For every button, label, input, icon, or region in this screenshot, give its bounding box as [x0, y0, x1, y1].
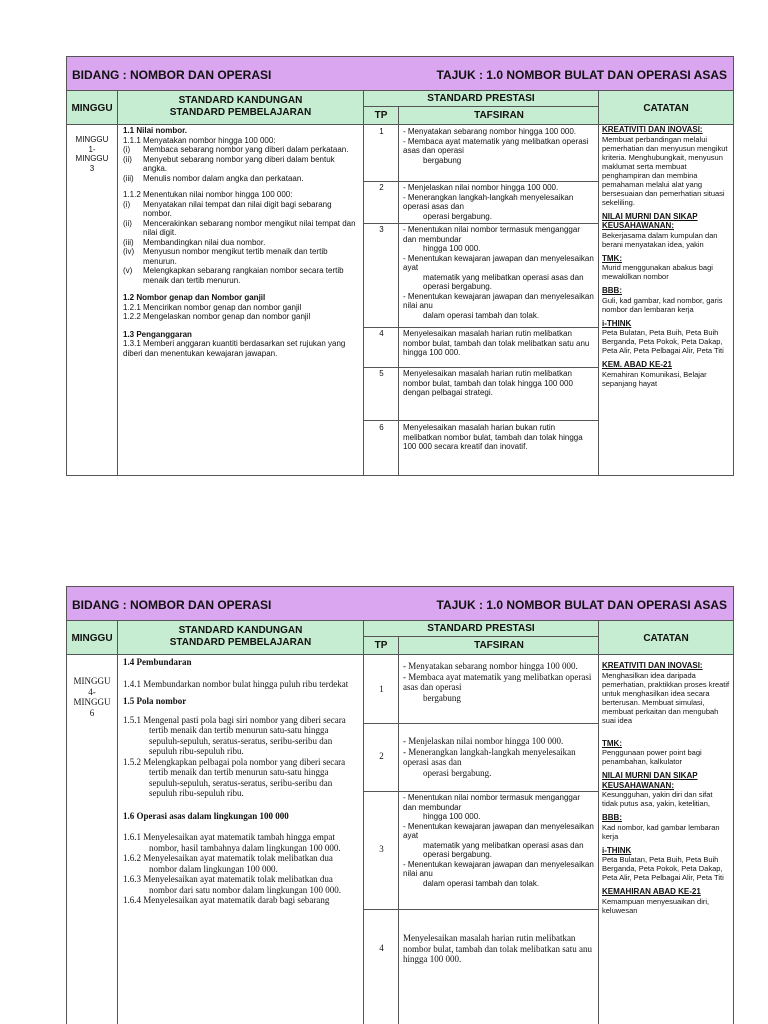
tp-level: 5 [379, 369, 384, 378]
catatan-cell: KREATIVITI DAN INOVASI: Menghasilkan idea daripada pemerhatian, praktikkan proses kreatif untuk menghasilkan idea secara berterusan. Membuat simulasi, membuat perkaitan dan mengubah suai idea TMK: Penggunaan power point bagi penambahan, kalkulator NILAI MURNI DAN SIKAP KEUSAHAWANAN: Kesungguhan, yakin diri dan sifat tidak putus asa, yakin, ketelitian, BBB: Kad nombor, kad gambar lembaran kerja i-THINK Peta Bulatan, Peta Buih, Peta Buih Berganda, Peta Pokok, Peta Dakap, Peta Alir, Peta Pelbagai Alir, Peta Titi KEMAHIRAN ABAD KE-21 Kemampuan menyesuaikan diri, keluwesan [602, 661, 730, 915]
header-minggu: MINGGU [67, 91, 118, 125]
header-prestasi: STANDARD PRESTASI TP TAFSIRAN [364, 91, 599, 125]
tp-level: 3 [379, 844, 384, 854]
header-standard: STANDARD KANDUNGAN STANDARD PEMBELAJARAN [118, 621, 364, 655]
rpt-panel-2 [66, 586, 734, 1024]
minggu-cell: MINGGU 4- MINGGU 6 [67, 655, 118, 1024]
tp-level: 4 [379, 943, 384, 953]
header-minggu: MINGGU [67, 621, 118, 655]
tp-level: 4 [379, 329, 384, 338]
tp-level: 2 [379, 183, 384, 192]
standard-cell: 1.4 Pembundaran 1.4.1 Membundarkan nombor bulat hingga puluh ribu terdekat 1.5 Pola nombor 1.5.1 Mengenal pasti pola bagi siri nombor yang diberi secara tertib menaik dan tertib menurun satu-satu hingga sepuluh-sepuluh, seratus-seratus, seribu-seribu dan sepuluh ribu-sepuluh ribu. 1.5.2 Melengkapkan pelbagai pola nombor yang diberi secara tertib menaik dan tertib menurun satu-satu hingga sepuluh-sepuluh, seratus-seratus, seribu-seribu dan sepuluh ribu-sepuluh ribu. 1.6 Operasi asas dalam lingkungan 100 000 1.6.1 Menyelesaikan ayat matematik tambah hingga empat nombor, hasil tambahnya dalam lingkungan 100 000. 1.6.2 Menyelesaikan ayat matematik tolak melibatkan dua nombor dalam lingkungan 100 000. 1.6.3 Menyelesaikan ayat matematik tolak melibatkan dua nombor dari satu nombor dalam lingkungan 100 000. 1.6.4 Menyelesaikan ayat matematik darab bagi sebarang [118, 655, 364, 1024]
tafsiran-text: Menyelesaikan masalah harian bukan rutin melibatkan nombor bulat, tambah dan tolak hingga 100 000 secara kreatif dan inovatif. [403, 423, 583, 451]
tafsiran-text: - Menentukan nilai nombor termasuk menganggar dan membundar hingga 100 000. - Menentukan kewajaran jawapan dan menyelesaikan ayat matematik yang melibatkan operasi asas dan operasi bergabung. - Menentukan kewajaran jawapan dan menyelesaikan nilai anu dalam operasi tambah dan tolak. [403, 225, 594, 320]
header-catatan: CATATAN [599, 91, 733, 125]
tp-level: 1 [379, 127, 384, 136]
panel-title-bar [67, 587, 733, 621]
minggu-cell: MINGGU 1- MINGGU 3 [67, 125, 118, 475]
rpt-panel-1 [66, 56, 734, 476]
tp-level: 3 [379, 225, 384, 234]
tafsiran-text: - Menjelaskan nilai nombor hingga 100 000. - Menerangkan langkah-langkah menyelesaikan operasi asas dan operasi bergabung. [403, 183, 574, 221]
bidang-title: BIDANG : NOMBOR DAN OPERASI [72, 598, 272, 612]
bidang-title: BIDANG : NOMBOR DAN OPERASI [72, 68, 272, 82]
tp-level: 6 [379, 423, 384, 432]
tajuk-title: TAJUK : 1.0 NOMBOR BULAT DAN OPERASI ASAS [436, 68, 727, 82]
tafsiran-text: Menyelesaikan masalah harian rutin melibatkan nombor bulat, tambah dan tolak melibatkan satu anu hingga 100 000. [403, 329, 590, 357]
tp-level: 1 [379, 684, 384, 694]
tafsiran-text: Menyelesaikan masalah harian rutin melibatkan nombor bulat, tambah dan tolak hingga 100 000 dengan pelbagai strategi. [403, 369, 573, 397]
header-prestasi: STANDARD PRESTASI TP TAFSIRAN [364, 621, 599, 655]
standard-cell: 1.1 Nilai nombor. 1.1.1 Menyatakan nombor hingga 100 000: (i) Membaca sebarang nombor yang diberi dalam perkataan. (ii) Menyebut sebarang nombor yang diberi dalam bentuk angka. (iii) Menulis nombor dalam angka dan perkataan. 1.1.2 Menentukan nilai nombor hingga 100 000: (i) Menyatakan nilai tempat dan nilai digit bagi sebarang nombor. (ii) Mencerakinkan sebarang nombor mengikut nilai tempat dan nilai digit. (iii) Membandingkan nilai dua nombor. (iv) Menyusun nombor mengikut tertib menaik dan tertib menurun. (v) Melengkapkan sebarang rangkaian nombor secara tertib menaik dan tertib menurun. 1.2 Nombor genap dan Nombor ganjil 1.2.1 Mencirikan nombor genap dan nombor ganjil 1.2.2 Mengelaskan nombor genap dan nombor ganjil 1.3 Penganggaran 1.3.1 Memberi anggaran kuantiti berdasarkan set rujukan yang diberi dan menentukan kewajaran jawapan. [118, 125, 364, 475]
panel-title-bar [67, 57, 733, 91]
catatan-cell: KREATIVITI DAN INOVASI: Membuat perbandingan melalui pemerhatian dan menyusun mengikut kriteria. Menghubungkait, menyusun maklumat serta membuat penghampiran dan membina pemahaman melalui alat yang bersesuaian dan pemerhatian situasi sekeliling. NILAI MURNI DAN SIKAP KEUSAHAWANAN: Bekerjasama dalam kumpulan dan berani menyatakan idea, yakin TMK: Murid menggunakan abakus bagi mewakilkan nombor BBB: Guli, kad gambar, kad nombor, garis nombor dan lembaran kerja i-THINK Peta Bulatan, Peta Buih, Peta Buih Berganda, Peta Pokok, Peta Dakap, Peta Alir, Peta Pelbagai Alir, Peta Titi KEM. ABAD KE-21 Kemahiran Komunikasi, Belajar sepanjang hayat [602, 125, 728, 388]
header-standard: STANDARD KANDUNGAN STANDARD PEMBELAJARAN [118, 91, 364, 125]
tafsiran-text: - Menentukan nilai nombor termasuk menganggar dan membundar hingga 100 000. - Menentukan kewajaran jawapan dan menyelesaikan ayat matematik yang melibatkan operasi asas dan operasi bergabung. - Menentukan kewajaran jawapan dan menyelesaikan nilai anu dalam operasi tambah dan tolak. [403, 793, 594, 888]
tafsiran-text: - Menjelaskan nilai nombor hingga 100 000. - Menerangkan langkah-langkah menyelesaikan operasi asas dan operasi bergabung. [403, 736, 576, 778]
tafsiran-text: Menyelesaikan masalah harian rutin melibatkan nombor bulat, tambah dan tolak melibatkan satu anu hingga 100 000. [403, 933, 592, 964]
tafsiran-text: - Menyatakan sebarang nombor hingga 100 000. - Membaca ayat matematik yang melibatkan operasi asas dan operasi bergabung [403, 661, 592, 703]
tp-level: 2 [379, 751, 384, 761]
header-catatan: CATATAN [599, 621, 733, 655]
tajuk-title: TAJUK : 1.0 NOMBOR BULAT DAN OPERASI ASAS [436, 598, 727, 612]
tafsiran-text: - Menyatakan sebarang nombor hingga 100 000. - Membaca ayat matematik yang melibatkan operasi asas dan operasi bergabung [403, 127, 589, 165]
